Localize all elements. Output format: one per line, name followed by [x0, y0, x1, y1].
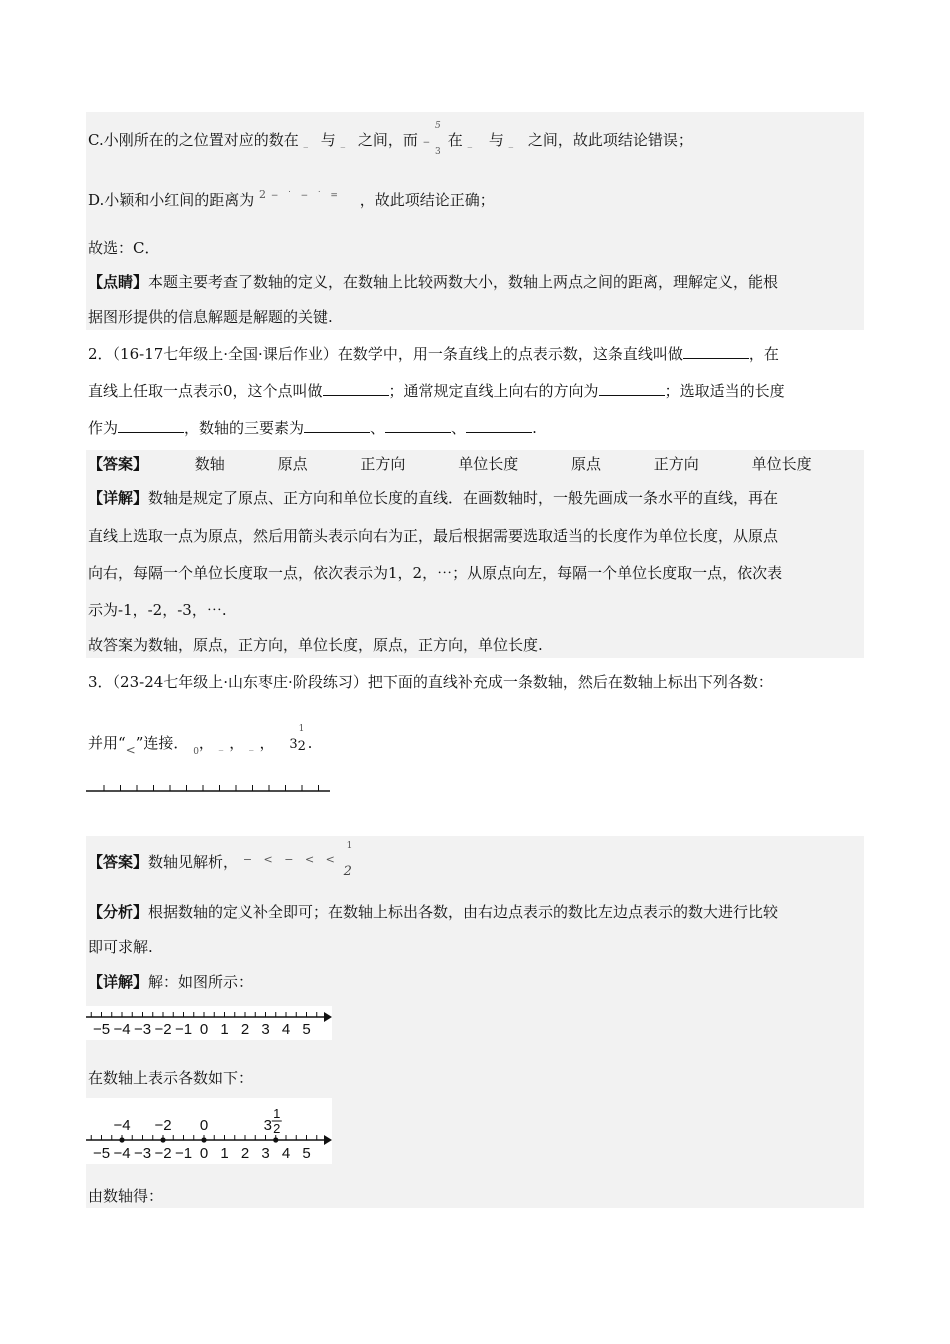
expr-2: 2 [259, 188, 267, 201]
point-frac-top: 1 [273, 1106, 281, 1121]
conclusion-line: 由数轴得： [88, 1187, 164, 1205]
answer-item: 正方向 [653, 455, 699, 473]
point-frac-bottom: 2 [273, 1121, 281, 1136]
period: . [307, 734, 313, 752]
point-marker [273, 1137, 278, 1142]
axis-label: −1 [174, 1145, 193, 1162]
blank-2: _ [340, 138, 346, 148]
axis-label: 1 [220, 1021, 229, 1038]
q2-text-3b: ，数轴的三要素为 [184, 419, 305, 437]
q2-detail-line-2: 直线上选取一点为原点，然后用箭头表示向右为正，最后根据需要选取适当的长度作为单位长度，从原点 [88, 527, 779, 545]
answer-blank [683, 344, 749, 359]
q2-detail-line-1 [88, 488, 778, 508]
q2-detail-line-4: 示为-1，-2，-3，⋯. [88, 601, 227, 619]
q2-text-3a: 作为 [88, 419, 119, 437]
axis-label: −3 [133, 1021, 152, 1038]
analysis-tag: 【分析】 [88, 903, 149, 921]
point-marker [201, 1137, 206, 1142]
detail-tag: 【详解】 [88, 489, 149, 507]
comma: ， [229, 734, 245, 752]
arrow-icon [324, 1012, 332, 1022]
q3-answer-line [88, 841, 356, 879]
word-with: 与 [320, 131, 336, 149]
frac-top: 5 [434, 121, 441, 131]
answer-item: 数轴 [194, 455, 225, 473]
point-label: 3 [263, 1117, 272, 1134]
detail-text: 解：如图所示： [148, 973, 254, 991]
axis-label: −2 [154, 1021, 172, 1038]
q2-detail-line-5: 故答案为数轴，原点，正方向，单位长度，原点，正方向，单位长度. [88, 636, 543, 654]
q2-detail-line-3: 向右，每隔一个单位长度取一点，依次表示为1，2，⋯；从原点向左，每隔一个单位长度取一点，依次表 [88, 564, 783, 582]
frac-minus: − [422, 138, 431, 148]
frac-top: 1 [298, 724, 305, 734]
q2-answer-line [88, 454, 860, 474]
detail-tag: 【详解】 [88, 973, 149, 991]
q3-analysis-line-1 [88, 902, 778, 922]
comma: ， [259, 734, 275, 752]
part-c-prefix: C.小刚所在的之位置对应的数在 [88, 131, 299, 149]
q2-text-1a: 2．（16-17七年级上·全国·课后作业）在数学中，用一条直线上的点表示数，这条直线叫做 [88, 345, 683, 363]
number-blank: _ [249, 741, 254, 751]
q3-text-2a: 并用“ [88, 734, 126, 752]
frac-top: 1 [346, 841, 353, 851]
fraction-half [343, 841, 356, 879]
blank-1: _ [303, 138, 308, 148]
axis-label: 5 [302, 1145, 311, 1162]
choose-line: 故选：C． [88, 239, 160, 257]
frac-bottom: 2 [343, 864, 352, 879]
point-marker [119, 1137, 124, 1142]
axis-group [86, 1012, 332, 1038]
word-at: 在 [447, 131, 463, 149]
arrow-icon [324, 1135, 332, 1145]
number-blank: _ [218, 741, 224, 751]
frac-bottom: 2 [297, 739, 306, 754]
dianjing-line-2: 据图形提供的信息解题是解题的关键. [88, 308, 333, 326]
word-with-2: 与 [488, 131, 504, 149]
part-d-suffix: ，故此项结论正确； [359, 191, 495, 209]
axis-label: −1 [174, 1021, 193, 1038]
tick-group [104, 785, 319, 791]
point-label: −4 [113, 1117, 131, 1134]
answer-item: 单位长度 [751, 455, 812, 473]
part-c-suffix: 之间，故此项结论错误； [527, 131, 693, 149]
inequality-chain: − < − < < [242, 853, 339, 866]
axis-label: 0 [199, 1145, 209, 1162]
q2-text-1b: ，在 [748, 345, 779, 363]
expr-rest: − ˙ − ˙ = [270, 191, 341, 201]
answer-blank [385, 418, 451, 433]
answer-tag: 【答案】 [88, 853, 149, 871]
answer-blank [599, 381, 665, 396]
axis-label: 4 [281, 1145, 291, 1162]
point-marker [160, 1137, 165, 1142]
incomplete-line [86, 780, 334, 796]
less-than-symbol: < [125, 743, 136, 757]
answer-blank [304, 418, 370, 433]
q2-line-3 [88, 418, 537, 438]
dianjing-text-1: 本题主要考查了数轴的定义，在数轴上比较两数大小，数轴上两点之间的距离，理解定义，能根 [148, 273, 779, 291]
marks-text-line: 在数轴上表示各数如下： [88, 1069, 254, 1087]
answer-tag: 【答案】 [88, 455, 149, 473]
answer-blank [466, 418, 532, 433]
answer-item: 正方向 [360, 455, 406, 473]
sep-1: 、 [370, 419, 386, 437]
q3-detail-line [88, 972, 253, 992]
axis-label: −4 [113, 1021, 131, 1038]
comma: ， [198, 734, 214, 752]
part-c-line [88, 121, 693, 157]
analysis-text-1: 根据数轴的定义补全即可；在数轴上标出各数，由右边点表示的数比左边点表示的数大进行比较 [148, 903, 779, 921]
q2-text-2c: ；选取适当的长度 [664, 382, 785, 400]
number-line-2 [86, 1098, 332, 1164]
mixed-fraction [297, 724, 308, 754]
axis-label: 2 [240, 1145, 250, 1162]
answer-item: 原点 [277, 455, 308, 473]
answer-blank [323, 381, 389, 396]
solution-block-2 [86, 450, 864, 658]
sep-2: 、 [451, 419, 467, 437]
q2-text-2a: 直线上任取一点表示0，这个点叫做 [88, 382, 323, 400]
axis-label: 3 [261, 1021, 270, 1038]
axis-label: −3 [133, 1145, 152, 1162]
word-between: 之间，而 [357, 131, 418, 149]
q3-line-2 [88, 724, 313, 757]
q3-text-2b: ”连接． [135, 734, 189, 752]
axis-label: 0 [199, 1021, 209, 1038]
axis-label: −5 [92, 1021, 111, 1038]
axis-label: 3 [261, 1145, 270, 1162]
answer-item: 原点 [570, 455, 601, 473]
number-0: 0 [193, 747, 199, 757]
dianjing-tag: 【点睛】 [88, 273, 149, 291]
axis-label: −2 [154, 1145, 172, 1162]
answer-item: 单位长度 [458, 455, 519, 473]
axis-label: 1 [220, 1145, 229, 1162]
point-label: 0 [199, 1117, 209, 1134]
axis-label: −4 [113, 1145, 131, 1162]
blank-4: _ [508, 138, 514, 148]
answer-text: 数轴见解析， [148, 853, 239, 871]
part-d-prefix: D.小颖和小红间的距离为 [88, 191, 255, 209]
axis-label: 4 [281, 1021, 291, 1038]
part-d-line [88, 190, 495, 213]
frac-bottom: 3 [434, 147, 441, 157]
number-line-1 [86, 1006, 332, 1040]
fraction-5-3 [434, 121, 443, 157]
axis-label: 5 [302, 1021, 311, 1038]
axis-label: 2 [240, 1021, 250, 1038]
q3-analysis-line-2: 即可求解. [88, 938, 153, 956]
axis-label: −5 [92, 1145, 111, 1162]
q3-line-1: 3．（23-24七年级上·山东枣庄·阶段练习）把下面的直线补充成一条数轴，然后在数轴上标出下列各数： [88, 673, 773, 691]
axis-group [86, 1106, 332, 1162]
point-label: −2 [154, 1117, 172, 1134]
blank-3: _ [467, 138, 473, 148]
q2-line-2 [88, 381, 785, 401]
q2-line-1 [88, 344, 779, 364]
q2-end: . [532, 419, 537, 437]
detail-text-1: 数轴是规定了原点、正方向和单位长度的直线．在画数轴时，一般先画成一条水平的直线，再在 [148, 489, 779, 507]
dianjing-line-1 [88, 272, 778, 292]
q2-text-2b: ；通常规定直线上向右的方向为 [388, 382, 599, 400]
answer-blank [118, 418, 184, 433]
mixed-whole: 3 [289, 737, 298, 752]
